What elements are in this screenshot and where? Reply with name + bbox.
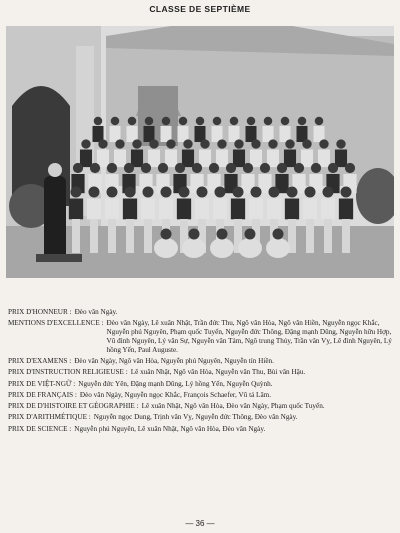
- student-body: [267, 199, 281, 220]
- student-head: [132, 139, 141, 148]
- student-head: [217, 139, 226, 148]
- student-head: [200, 139, 209, 148]
- seated-student: [266, 238, 290, 258]
- student-body: [335, 150, 347, 168]
- student-head: [294, 163, 304, 173]
- student-head: [142, 186, 153, 197]
- student-head: [81, 139, 90, 148]
- student-head: [166, 139, 175, 148]
- student-head: [106, 186, 117, 197]
- student-head: [286, 186, 297, 197]
- prize-entry: [8, 425, 392, 434]
- mat: [36, 254, 82, 262]
- student-head: [178, 186, 189, 197]
- student-head: [226, 163, 236, 173]
- prize-label: PRIX DE SCIENCE :: [8, 424, 72, 433]
- student-head: [98, 139, 107, 148]
- student-body: [249, 199, 263, 220]
- student-head: [250, 186, 261, 197]
- student-legs: [144, 219, 152, 253]
- student-body: [339, 199, 353, 220]
- prize-winners: Nguyễn đức Yên, Đặng mạnh Dũng, Lý hồng Yến, Nguyễn Quỳnh.: [78, 379, 273, 388]
- student-head: [209, 163, 219, 173]
- student-body: [303, 199, 317, 220]
- student-head: [243, 163, 253, 173]
- student-head: [264, 117, 273, 126]
- student-head: [345, 163, 355, 173]
- student-head: [124, 186, 135, 197]
- student-body: [195, 199, 209, 220]
- student-body: [114, 150, 126, 168]
- prize-entry: [8, 380, 392, 389]
- student-head: [234, 139, 243, 148]
- student-head: [298, 117, 307, 126]
- student-body: [141, 199, 155, 220]
- student-body: [182, 150, 194, 168]
- student-head: [196, 117, 205, 126]
- student-head: [277, 163, 287, 173]
- student-head: [149, 139, 158, 148]
- student-body: [69, 199, 83, 220]
- student-head: [196, 186, 207, 197]
- student-head: [213, 117, 222, 126]
- seated-student-head: [273, 229, 284, 240]
- student-body: [231, 199, 245, 220]
- seated-student-head: [189, 229, 200, 240]
- student-body: [301, 150, 313, 168]
- student-head: [158, 163, 168, 173]
- student-head: [107, 163, 117, 173]
- student-legs: [324, 219, 332, 253]
- student-body: [216, 150, 228, 168]
- seated-student: [182, 238, 206, 258]
- student-head: [304, 186, 315, 197]
- prize-winners: Lê xuân Nhật, Ngô văn Hòa, Đèo văn Ngày, Phạm quốc Tuyến.: [141, 402, 325, 411]
- prize-label: PRIX DE FRANÇAIS :: [8, 390, 77, 399]
- prize-label: PRIX D'EXAMENS :: [8, 356, 72, 365]
- student-body: [165, 150, 177, 168]
- student-body: [284, 150, 296, 168]
- prize-winners: Lê xuân Nhật, Ngô văn Hòa, Nguyễn văn Thu, Bùi văn Hậu.: [130, 368, 306, 377]
- student-legs: [306, 219, 314, 253]
- student-head: [281, 117, 290, 126]
- prize-label: PRIX DE D'HISTOIRE ET GÉOGRAPHIE :: [8, 402, 139, 411]
- student-head: [322, 186, 333, 197]
- student-head: [111, 117, 120, 126]
- student-head: [145, 117, 154, 126]
- prize-label: PRIX D'ARITHMÉTIQUE :: [8, 413, 91, 422]
- prize-entry: [8, 402, 392, 411]
- student-body: [199, 150, 211, 168]
- student-head: [340, 186, 351, 197]
- student-head: [90, 163, 100, 173]
- student-head: [336, 139, 345, 148]
- prize-winners: Nguyễn phú Nguyên, Lê xuân Nhật, Ngô văn Hòa, Đèo văn Ngày.: [74, 424, 266, 433]
- student-head: [319, 139, 328, 148]
- prize-label: PRIX D'INSTRUCTION RELIGIEUSE :: [8, 368, 128, 377]
- student-head: [311, 163, 321, 173]
- student-head: [232, 186, 243, 197]
- student-head: [285, 139, 294, 148]
- student-body: [318, 150, 330, 168]
- student-body: [87, 199, 101, 220]
- prize-entry: [8, 368, 392, 377]
- prize-winners: Đèo văn Ngày, Lê xuân Nhật, Trần đức Thu, Ngô văn Hòa, Ngô văn Hiền, Nguyễn ngọc Khắc, Nguyễn phú Nguyên, Phạm quốc Tuyến, Nguyễn đức Thông, Đặng mạnh Dũng, Nguyễn hữu Hợp, Vũ đình Nguyên, Lý văn Sự, Nguyễn văn Tám, Ngô trung Thủy, Trần văn Vỵ, Lê đình Nguyên, Lý hồng Yến, Paul Auguste.: [106, 319, 392, 354]
- student-head: [260, 163, 270, 173]
- group-photo-illustration: [6, 26, 394, 278]
- priest-head: [48, 163, 62, 177]
- student-body: [123, 199, 137, 220]
- student-legs: [72, 219, 80, 253]
- student-body: [159, 199, 173, 220]
- student-legs: [342, 219, 350, 253]
- student-body: [97, 150, 109, 168]
- student-body: [267, 150, 279, 168]
- student-legs: [108, 219, 116, 253]
- student-head: [160, 186, 171, 197]
- prize-entry: [8, 319, 392, 354]
- student-head: [124, 163, 134, 173]
- prize-entry: [8, 308, 392, 317]
- student-head: [141, 163, 151, 173]
- prize-label: PRIX D'HONNEUR :: [8, 308, 72, 316]
- student-body: [177, 199, 191, 220]
- student-head: [70, 186, 81, 197]
- prize-label: PRIX DE VIỆT-NGỮ :: [8, 379, 76, 388]
- student-body: [285, 199, 299, 220]
- class-group-photo: [6, 26, 394, 278]
- student-body: [80, 150, 92, 168]
- seated-student: [210, 238, 234, 258]
- priest-figure: [44, 176, 66, 261]
- student-head: [192, 163, 202, 173]
- student-head: [268, 186, 279, 197]
- student-body: [105, 199, 119, 220]
- student-head: [175, 163, 185, 173]
- prize-entry: [8, 391, 392, 400]
- student-legs: [90, 219, 98, 253]
- student-body: [148, 150, 160, 168]
- student-head: [247, 117, 256, 126]
- student-head: [315, 117, 324, 126]
- prize-list: [8, 308, 392, 436]
- student-head: [230, 117, 239, 126]
- student-body: [131, 150, 143, 168]
- prize-winners: Đèo văn Ngày, Nguyễn ngọc Khắc, François Schaefer, Vũ tá Lâm.: [79, 390, 272, 399]
- student-body: [250, 150, 262, 168]
- student-body: [213, 199, 227, 220]
- student-head: [115, 139, 124, 148]
- student-legs: [126, 219, 134, 253]
- student-head: [94, 117, 103, 126]
- student-head: [88, 186, 99, 197]
- prize-winners: Nguyễn ngọc Dung, Trịnh văn Vỵ, Nguyễn đức Thông, Đèo văn Ngày.: [93, 413, 298, 422]
- student-head: [251, 139, 260, 148]
- student-head: [214, 186, 225, 197]
- student-head: [268, 139, 277, 148]
- page-number: — 36 —: [185, 519, 215, 528]
- seated-student: [238, 238, 262, 258]
- prize-entry: [8, 413, 392, 422]
- seated-student-head: [161, 229, 172, 240]
- student-head: [302, 139, 311, 148]
- student-head: [328, 163, 338, 173]
- seated-student: [154, 238, 178, 258]
- prize-winners: Đèo văn Ngày.: [74, 308, 118, 316]
- student-head: [183, 139, 192, 148]
- student-head: [128, 117, 137, 126]
- student-body: [321, 199, 335, 220]
- prize-winners: Đèo văn Ngày, Ngô văn Hòa, Nguyễn phú Nguyên, Nguyễn tín Hiền.: [74, 356, 274, 365]
- student-head: [162, 117, 171, 126]
- seated-student-head: [245, 229, 256, 240]
- class-title: CLASSE DE SEPTIÈME: [149, 4, 251, 14]
- student-head: [179, 117, 188, 126]
- student-head: [73, 163, 83, 173]
- prize-entry: [8, 357, 392, 366]
- student-body: [233, 150, 245, 168]
- prize-label: MENTIONS D'EXCELLENCE :: [8, 319, 104, 328]
- seated-student-head: [217, 229, 228, 240]
